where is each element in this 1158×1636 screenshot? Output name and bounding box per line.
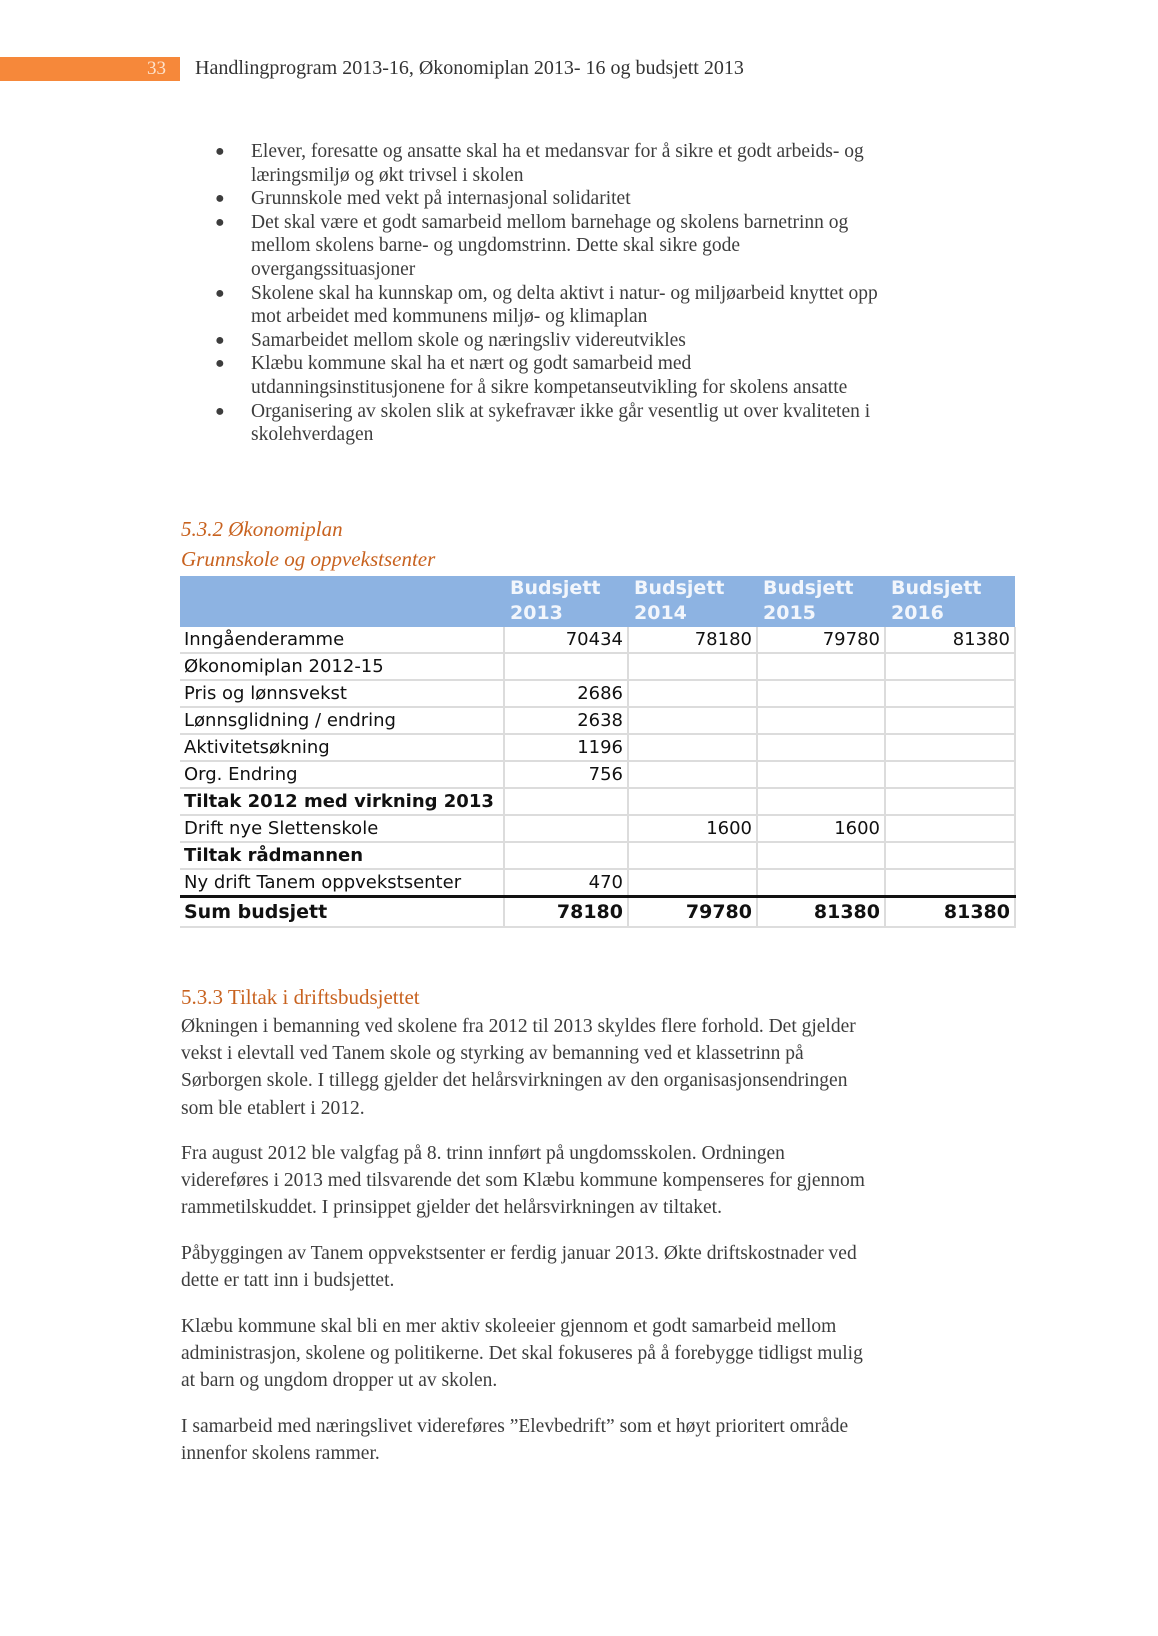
bullet-item: ● Elever, foresatte og ansatte skal ha et medansvar for å sikre et godt arbeids- og læringsmiljø og økt trivsel i skolen xyxy=(215,141,864,186)
bullet-item: ● Samarbeidet mellom skole og næringsliv videreutvikles xyxy=(215,329,686,351)
bullet-icon: ● xyxy=(215,331,225,349)
bullet-icon: ● xyxy=(215,284,225,302)
bullet-item: ● Klæbu kommune skal ha et nært og godt samarbeid med utdanningsinstitusjonene for å sikre kompetanseutvikling for skolens ansatte xyxy=(215,353,848,398)
bullet-icon: ● xyxy=(215,213,225,231)
table-sum-row: Sum budsjett 78180 79780 81380 81380 xyxy=(180,897,1015,928)
budget-table xyxy=(180,576,1016,928)
section-heading-533: 5.3.3 Tiltak i driftsbudsjettet xyxy=(181,985,420,1009)
table-row: Lønnsglidning / endring 2638 xyxy=(180,707,1015,734)
bullet-icon: ● xyxy=(215,143,225,160)
table-row-group-heading: Tiltak rådmannen xyxy=(180,842,1015,869)
column-header-2014: Budsjett 2014 xyxy=(628,576,757,627)
column-header-label xyxy=(180,576,504,627)
page-number: 33 xyxy=(147,58,166,79)
bullet-item: ● Grunnskole med vekt på internasjonal solidaritet xyxy=(215,188,631,210)
section-heading-532: 5.3.2 Økonomiplan xyxy=(181,517,343,541)
table-row: Drift nye Slettenskole 1600 1600 xyxy=(180,815,1015,842)
column-header-2016: Budsjett 2016 xyxy=(885,576,1015,627)
paragraph: Økningen i bemanning ved skolene fra 2012 til 2013 skyldes flere forhold. Det gjelder vekst i elevtall ved Tanem skole og styrking av bemanning ved et klassetrinn på Sørborgen skole. I tillegg gjelder det helårsvirkningen av den organisasjonsendringen som ble etablert i 2012. xyxy=(181,1016,856,1119)
table-row: Ny drift Tanem oppvekstsenter 470 xyxy=(180,869,1015,897)
bullet-item: ● Organisering av skolen slik at sykefravær ikke går vesentlig ut over kvaliteten i skolehverdagen xyxy=(215,400,871,446)
table-row: Inngåenderamme 70434 78180 79780 81380 xyxy=(180,627,1015,653)
document-title: Handlingprogram 2013-16, Økonomiplan 2013- 16 og budsjett 2013 xyxy=(195,57,744,79)
column-header-2015: Budsjett 2015 xyxy=(757,576,885,627)
paragraph: Fra august 2012 ble valgfag på 8. trinn innført på ungdomsskolen. Ordningen videreføres i 2013 med tilsvarende det som Klæbu kommune kompenseres for gjennom rammetilskuddet. I prinsippet gjelder det helårsvirkningen av tiltaket. xyxy=(181,1143,865,1219)
goals-bullet-list xyxy=(215,140,995,447)
table-row: Økonomiplan 2012-15 xyxy=(180,653,1015,680)
bullet-item: ● Det skal være et godt samarbeid mellom barnehage og skolens barnetrinn og mellom skolens barne- og ungdomstrinn. Dette skal sikre gode overgangssituasjoner xyxy=(215,211,849,280)
table-row: Pris og lønnsvekst 2686 xyxy=(180,680,1015,707)
page-number-bar xyxy=(0,57,180,81)
table-row: Org. Endring 756 xyxy=(180,761,1015,788)
paragraph: I samarbeid med næringslivet videreføres ”Elevbedrift” som et høyt prioritert område innenfor skolens rammer. xyxy=(181,1416,849,1465)
bullet-icon: ● xyxy=(215,355,225,373)
table-row: Aktivitetsøkning 1196 xyxy=(180,734,1015,761)
bullet-icon: ● xyxy=(215,190,225,208)
table-header-row xyxy=(180,576,1015,627)
bullet-icon: ● xyxy=(215,402,225,420)
table-row-group-heading: Tiltak 2012 med virkning 2013 xyxy=(180,788,1015,815)
paragraph: Klæbu kommune skal bli en mer aktiv skoleeier gjennom et godt samarbeid mellom administrasjon, skolene og politikerne. Det skal fokuseres på å forebygge tidligst mulig at barn og ungdom dropper ut av skolen. xyxy=(181,1316,863,1392)
table-caption: Grunnskole og oppvekstsenter xyxy=(181,547,436,571)
bullet-item: ● Skolene skal ha kunnskap om, og delta aktivt i natur- og miljøarbeid knyttet opp mot arbeidet med kommunens miljø- og klimaplan xyxy=(215,282,878,328)
column-header-2013: Budsjett 2013 xyxy=(504,576,628,627)
paragraph: Påbyggingen av Tanem oppvekstsenter er ferdig januar 2013. Økte driftskostnader ved dette er tatt inn i budsjettet. xyxy=(181,1243,857,1292)
